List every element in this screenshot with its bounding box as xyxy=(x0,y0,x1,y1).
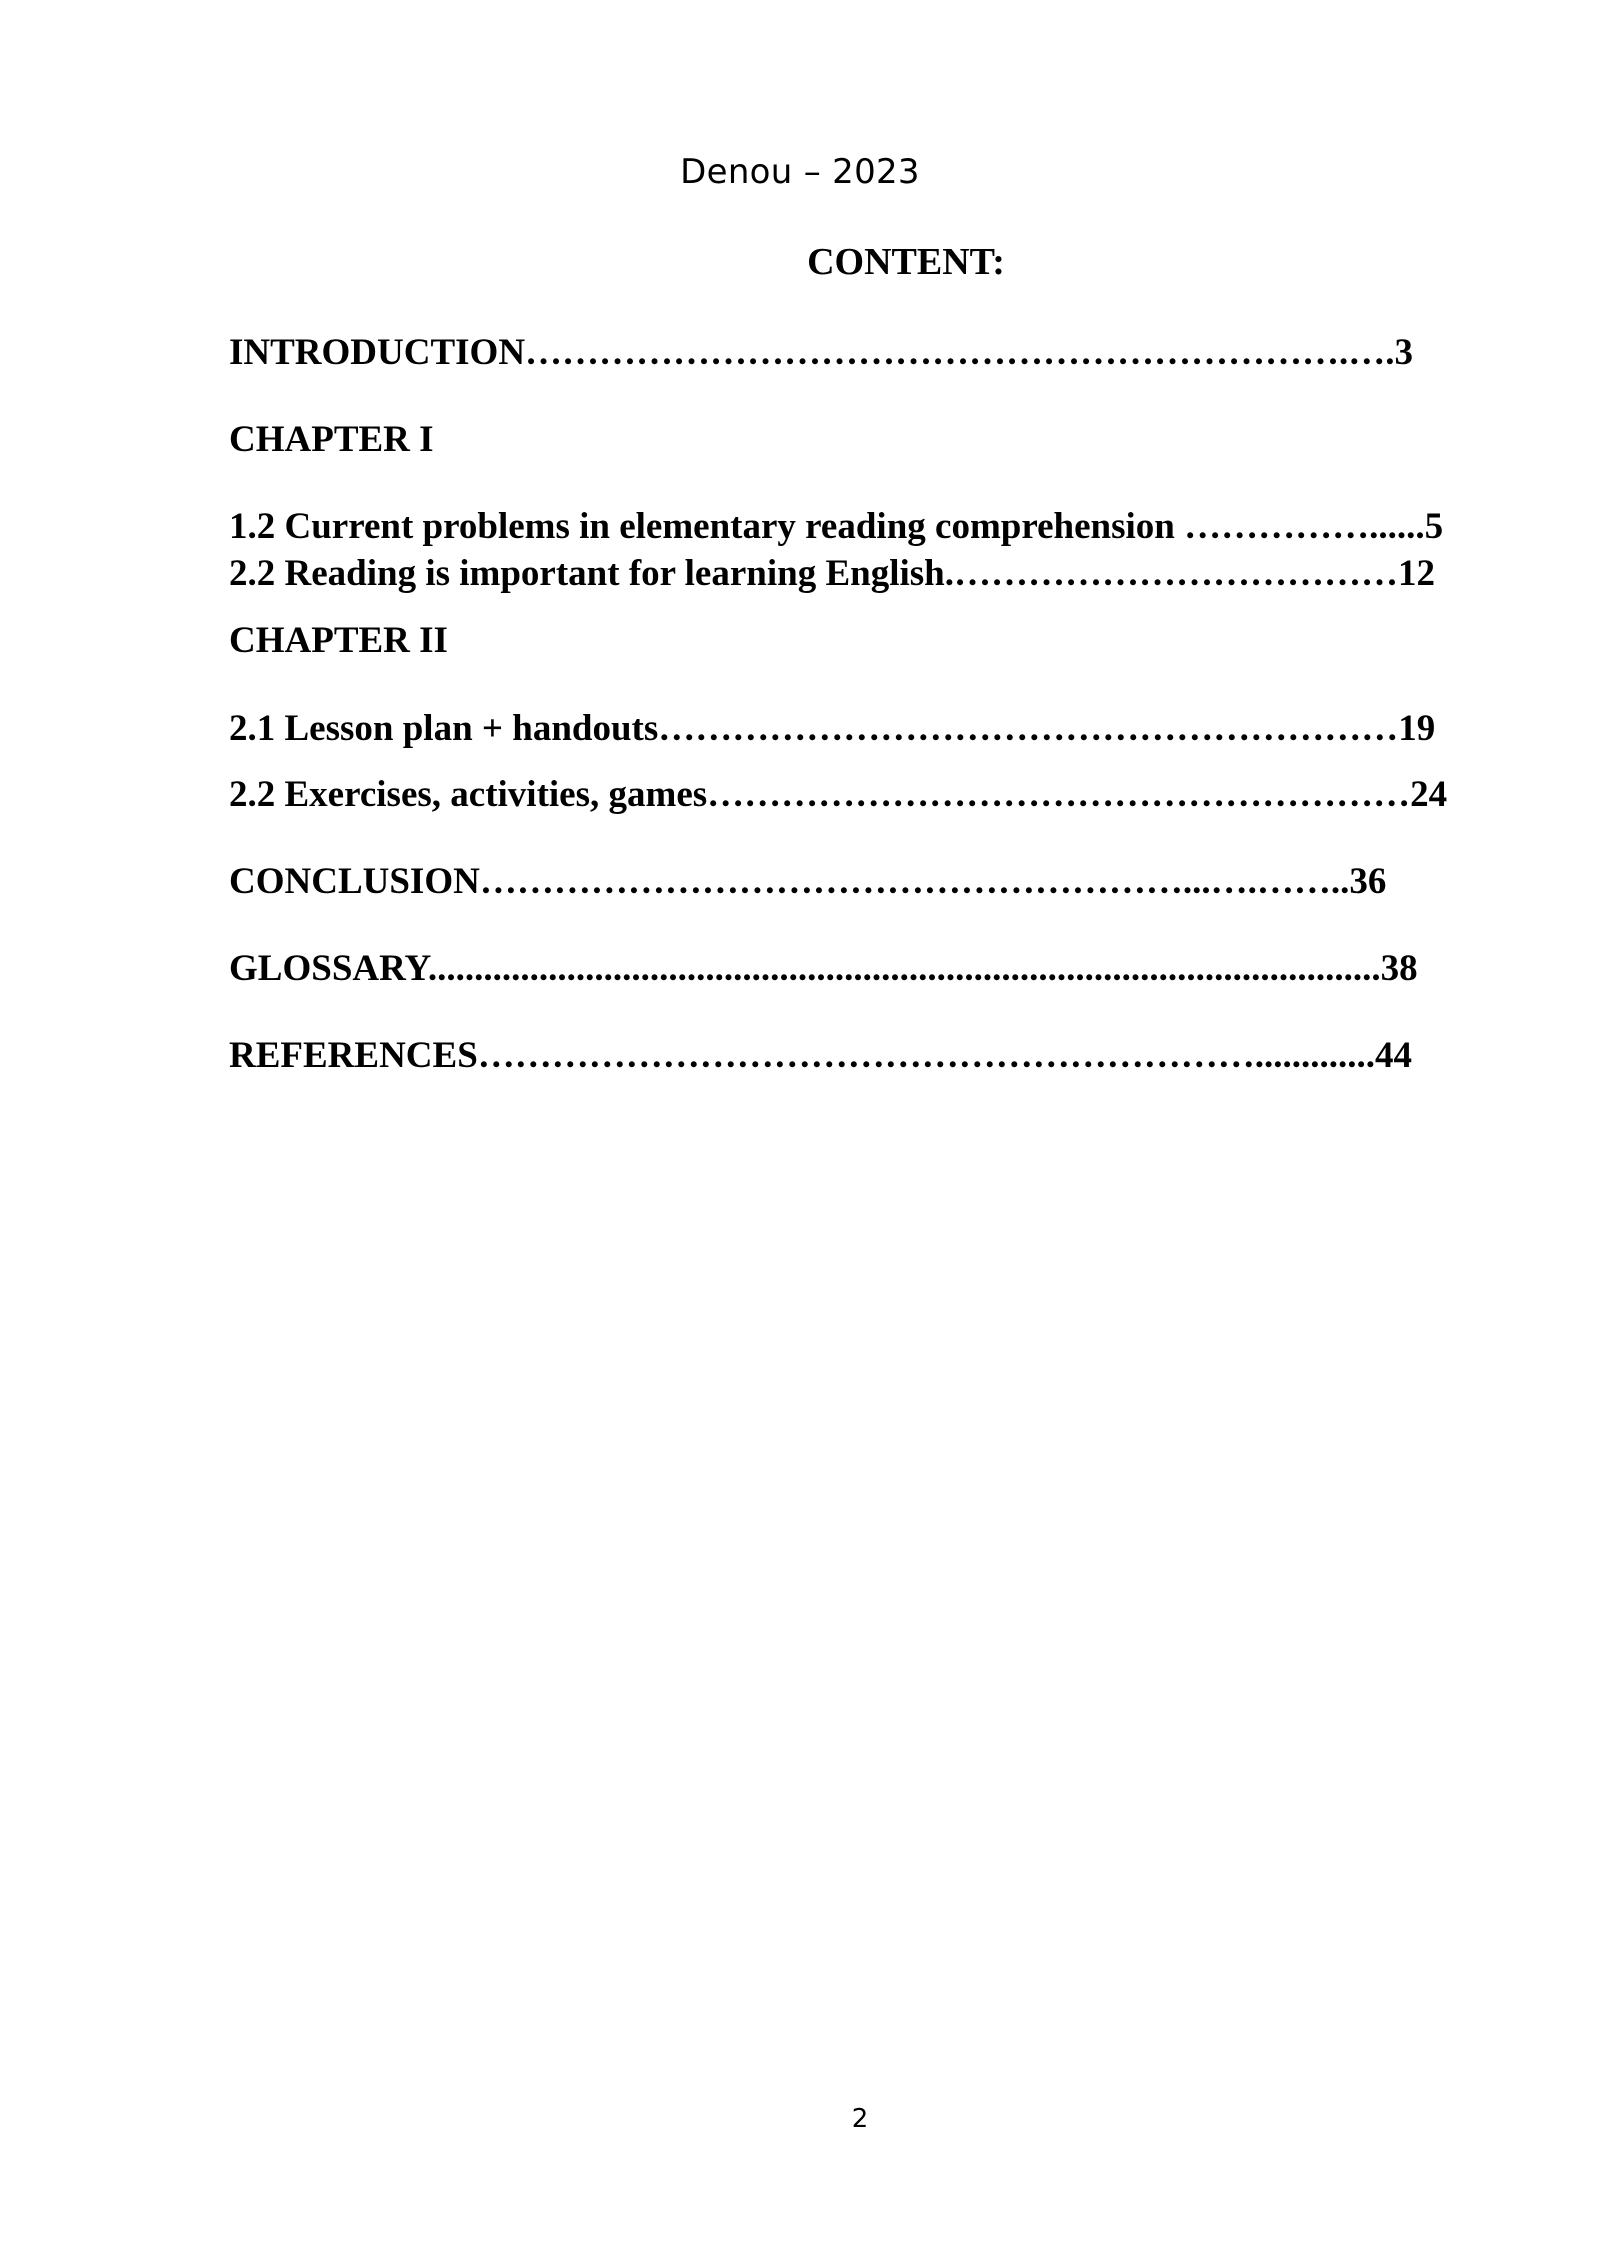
toc-entry-2-2-exercises: 2.2 Exercises, activities, games…………………………………………………24 xyxy=(229,774,1448,815)
toc-entry-conclusion: CONCLUSION…………………………………………………...….……..36 xyxy=(229,861,1387,902)
document-header: Denou – 2023 xyxy=(680,152,920,192)
page-number: 2 xyxy=(851,2104,869,2134)
toc-entry-2-2-reading: 2.2 Reading is important for learning English.………………………………12 xyxy=(229,553,1436,594)
toc-heading: CONTENT: xyxy=(807,241,1005,283)
toc-entry-references: REFERENCES……………………………………………………….............44 xyxy=(229,1035,1413,1076)
toc-entry-2-1: 2.1 Lesson plan + handouts……………………………………………………19 xyxy=(229,708,1436,749)
toc-chapter-1-heading: CHAPTER I xyxy=(229,419,434,460)
toc-entry-glossary: GLOSSARY.......................................................................................................38 xyxy=(229,948,1418,989)
toc-entry-introduction: INTRODUCTION………………………………………………………….….3 xyxy=(229,332,1414,373)
toc-chapter-2-heading: CHAPTER II xyxy=(229,620,448,661)
toc-entry-1-2: 1.2 Current problems in elementary reading comprehension ……………......5 xyxy=(229,506,1444,547)
